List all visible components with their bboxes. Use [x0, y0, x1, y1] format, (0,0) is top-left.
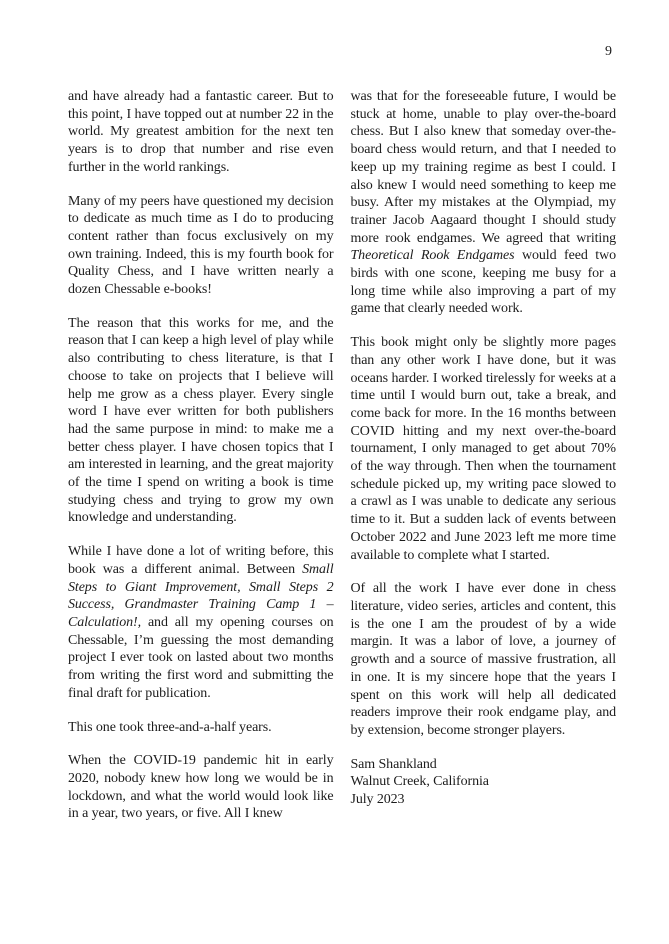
- page-number: 9: [605, 44, 612, 59]
- text-run: While I have done a lot of writing before, this book was a different animal. Between: [68, 544, 334, 577]
- paragraph: [68, 193, 334, 299]
- text-run: This one took three-and-a-half years.: [68, 719, 272, 735]
- text-run: This book might only be slightly more pages than any other work I have done, but it was oceans harder. I worked tirelessly for weeks at a time until I would burn out, take a break, and come back for more. In the 16 months between COVID hitting and my next over-the-board tournament, I only managed to get about 70% of the way through. Then when the tournament schedule picked up, my writing pace slowed to a crawl as I was unable to dedicate any serious time to it. But a sudden lack of events between October 2022 and June 2023 left me more time available to complete what I started.: [350, 335, 616, 563]
- text-run: Of all the work I have ever done in chess literature, video series, articles and content, this is the one I am the proudest of by a wide margin. It was a labor of love, a journey of growth and a source of massive frustration, all in one. It is my sincere hope that the years I spent on this work will help all dedicated readers improve their rook endgame play, and by extension, become stronger players.: [350, 581, 616, 738]
- text-run: would feed two birds with one scone, keeping me busy for a long time while also improving a part of my game that clearly needed work.: [350, 248, 616, 317]
- left-column: [68, 88, 334, 839]
- paragraph: [351, 334, 617, 564]
- right-column-paragraphs: [351, 88, 617, 740]
- paragraph: [351, 580, 617, 739]
- text-run: and all my opening courses on Chessable, I’m guessing the most demanding project I ever took on lasted about two months from writing the first word and submitting the final draft for publication.: [68, 614, 334, 701]
- paragraph: [68, 543, 334, 702]
- book-title-italic: Theoretical Rook Endgames: [350, 248, 515, 264]
- paragraph: [351, 88, 617, 318]
- text-run: and have already had a fantastic career. But to this point, I have topped out at number 22 in the world. My greatest ambition for the next ten years is to drop that number and rise even further in the world rankings.: [68, 89, 334, 175]
- signature-block: [351, 756, 617, 809]
- book-title-italic: Small Steps to Giant Improvement, Small Steps 2 Success, Grandmaster Training Camp 1 – Calculation!,: [68, 561, 334, 630]
- signature-location: Walnut Creek, California: [350, 774, 489, 790]
- text-run: When the COVID-19 pandemic hit in early 2020, nobody knew how long we would be in lockdown, and what the world would look like in a year, two years, or five. All I knew: [68, 753, 334, 822]
- paragraph: [68, 752, 334, 823]
- text-run: was that for the foreseeable future, I would be stuck at home, unable to play over-the-board chess. But I also knew that someday over-the-board chess would return, and that I needed to keep up my training regime as best I could. I also knew I would need something to keep me busy. After my mistakes at the Olympiad, my trainer Jacob Aagaard thought I should study more rook endgames. We agreed that writing: [350, 89, 616, 246]
- paragraph: [68, 315, 334, 527]
- text-run: The reason that this works for me, and the reason that I can keep a high level of play while also contributing to chess literature, is that I choose to take on projects that I believe will help me grow as a chess player. Every single word I have ever written for both publishers had the same purpose in mind: to make me a better chess player. I have chosen topics that I am interested in learning, and the great majority of the time I spend on writing a book is time studying chess and trying to grow my own knowledge and understanding.: [68, 315, 334, 526]
- signature-date: July 2023: [350, 792, 405, 808]
- signature-name: Sam Shankland: [350, 756, 437, 772]
- paragraph: [68, 719, 334, 737]
- text-columns: [68, 88, 616, 839]
- text-run: Many of my peers have questioned my decision to dedicate as much time as I do to producing content rather than focus exclusively on my own training. Indeed, this is my fourth book for Quality Chess, and I have written nearly a dozen Chessable e-books!: [68, 193, 334, 298]
- paragraph: [68, 88, 334, 177]
- right-column: [351, 88, 617, 839]
